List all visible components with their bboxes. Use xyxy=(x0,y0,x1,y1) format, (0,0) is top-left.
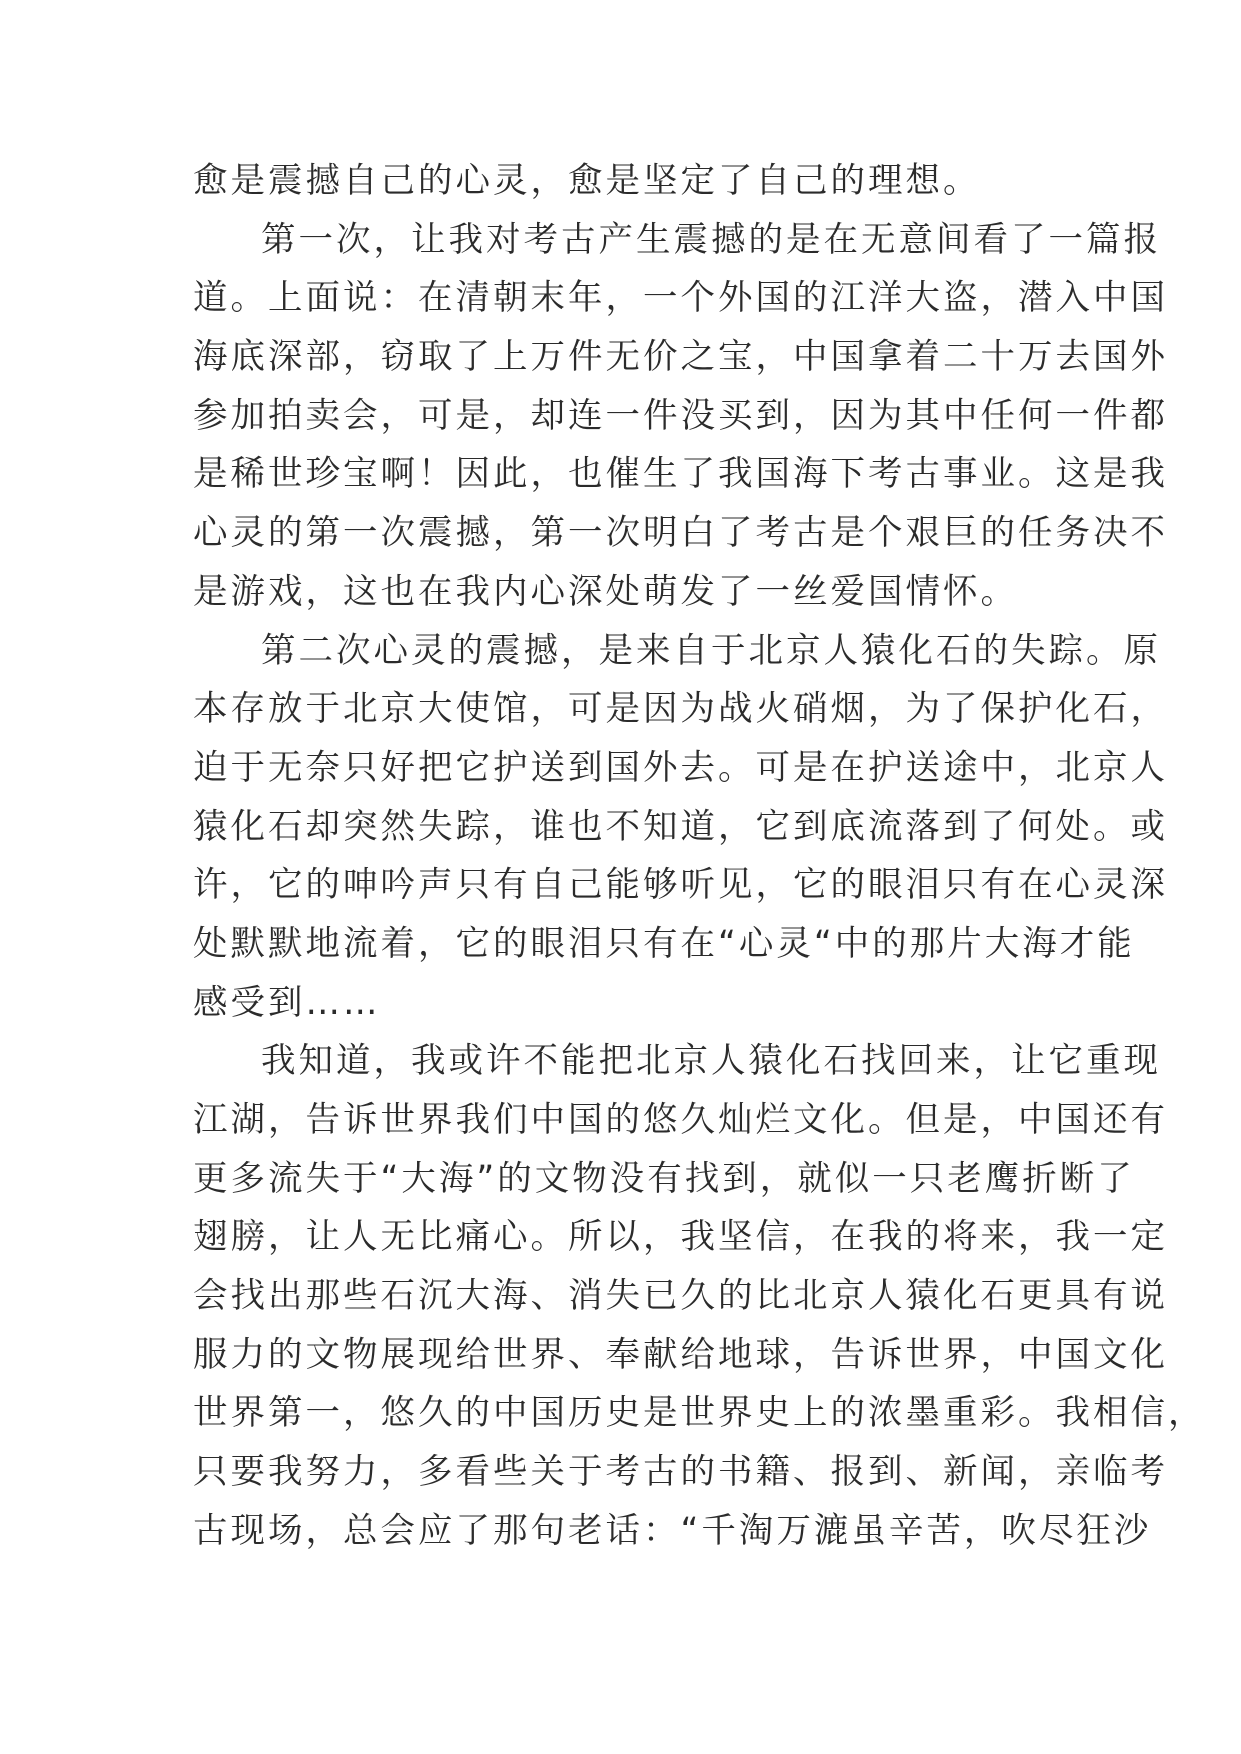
text-line: 是游戏，这也在我内心深处萌发了一丝爱国情怀。 xyxy=(193,571,1018,612)
text-line: 迫于无奈只好把它护送到国外去。可是在护送途中，北京人 xyxy=(193,747,1168,788)
paragraph-3 xyxy=(193,622,1168,1033)
text-line: 只要我努力，多看些关于考古的书籍、报到、新闻，亲临考 xyxy=(193,1452,1168,1493)
text-line: 道。上面说：在清朝末年，一个外国的江洋大盗，潜入中国 xyxy=(193,278,1168,319)
body-text xyxy=(193,152,1206,1561)
text-line: 更多流失于“大海”的文物没有找到，就似一只老鹰折断了 xyxy=(193,1158,1135,1199)
text-line: 处默默地流着，它的眼泪只有在“心灵“中的那片大海才能 xyxy=(193,923,1135,964)
text-line: 我知道，我或许不能把北京人猿化石找回来，让它重现 xyxy=(261,1041,1161,1082)
text-line: 许，它的呻吟声只有自己能够听见，它的眼泪只有在心灵深 xyxy=(193,865,1168,906)
text-line: 服力的文物展现给世界、奉献给地球，告诉世界，中国文化 xyxy=(193,1334,1168,1375)
paragraph-1 xyxy=(193,152,1073,211)
text-line: 心灵的第一次震撼，第一次明白了考古是个艰巨的任务决不 xyxy=(193,513,1168,554)
text-line: 本存放于北京大使馆，可是因为战火硝烟，为了保护化石， xyxy=(193,689,1168,730)
text-line: 会找出那些石沉大海、消失已久的比北京人猿化石更具有说 xyxy=(193,1276,1168,1317)
text-line: 猿化石却突然失踪，谁也不知道，它到底流落到了何处。或 xyxy=(193,806,1168,847)
text-line: 第一次，让我对考古产生震撼的是在无意间看了一篇报 xyxy=(261,219,1161,260)
text-line: 第二次心灵的震撼，是来自于北京人猿化石的失踪。原 xyxy=(261,630,1161,671)
text-line: 是稀世珍宝啊！因此，也催生了我国海下考古事业。这是我 xyxy=(193,454,1168,495)
paragraph-2 xyxy=(193,211,1168,622)
text-line: 海底深部，窃取了上万件无价之宝，中国拿着二十万去国外 xyxy=(193,337,1168,378)
text-line: 感受到…… xyxy=(193,982,381,1023)
paragraph-4 xyxy=(193,1032,1206,1560)
text-line: 世界第一，悠久的中国历史是世界史上的浓墨重彩。我相信， xyxy=(193,1393,1206,1434)
text-line: 参加拍卖会，可是，却连一件没买到，因为其中任何一件都 xyxy=(193,395,1168,436)
text-line: 翅膀，让人无比痛心。所以，我坚信，在我的将来，我一定 xyxy=(193,1217,1168,1258)
text-line: 愈是震撼自己的心灵，愈是坚定了自己的理想。 xyxy=(193,161,981,201)
text-line: 江湖，告诉世界我们中国的悠久灿烂文化。但是，中国还有 xyxy=(193,1100,1168,1140)
text-line: 古现场，总会应了那句老话：“千淘万漉虽辛苦，吹尽狂沙 xyxy=(193,1510,1152,1551)
